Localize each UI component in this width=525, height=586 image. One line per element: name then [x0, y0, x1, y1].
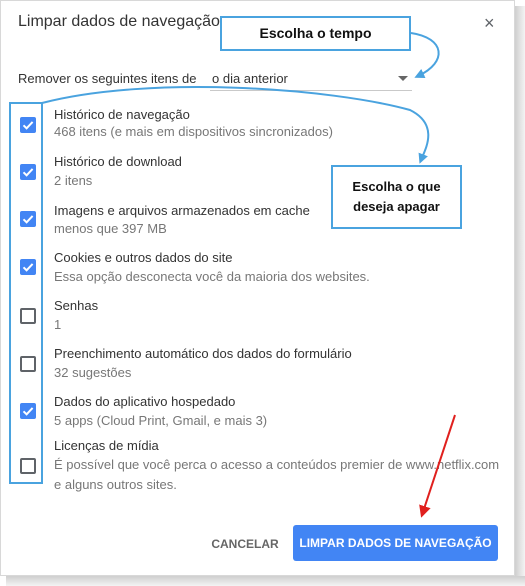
item-label: Histórico de download — [54, 154, 182, 169]
item-description: Essa opção desconecta você da maioria dos websites. — [54, 269, 370, 284]
dialog-title: Limpar dados de navegação — [18, 13, 220, 30]
item-label: Imagens e arquivos armazenados em cache — [54, 203, 310, 218]
close-icon[interactable]: × — [484, 13, 495, 33]
item-label: Preenchimento automático dos dados do formulário — [54, 346, 352, 361]
item-description: 5 apps (Cloud Print, Gmail, e mais 3) — [54, 413, 268, 428]
arrow-to-clear-button — [423, 415, 455, 512]
item-description: 2 itens — [54, 173, 93, 188]
item-description: 1 — [54, 317, 62, 332]
item-label: Dados do aplicativo hospedado — [54, 394, 236, 409]
arrow-to-time-range — [411, 33, 439, 76]
cancel-button[interactable]: CANCELAR — [211, 537, 279, 551]
item-label: Histórico de navegação — [54, 107, 190, 122]
item-description: É possível que você perca o acesso a conteúdos premier de www.netflix.com e alguns outros sites. — [54, 457, 500, 492]
item-label: Cookies e outros dados do site — [54, 250, 233, 265]
time-range-label: Remover os seguintes itens de — [18, 71, 197, 86]
callout-choose-time: Escolha o tempo — [220, 16, 411, 51]
clear-browsing-data-button[interactable]: LIMPAR DADOS DE NAVEGAÇÃO — [293, 525, 498, 561]
item-label: Senhas — [54, 298, 99, 313]
item-label: Licenças de mídia — [54, 438, 159, 453]
callout-choose-what-to-delete: Escolha o que deseja apagar — [331, 165, 462, 229]
time-range-value: o dia anterior — [212, 71, 288, 86]
item-description: menos que 397 MB — [54, 221, 167, 236]
item-description: 468 itens (e mais em dispositivos sincronizados) — [54, 124, 333, 139]
item-description: 32 sugestões — [54, 365, 132, 380]
arrow-to-checkbox-column — [42, 87, 428, 160]
